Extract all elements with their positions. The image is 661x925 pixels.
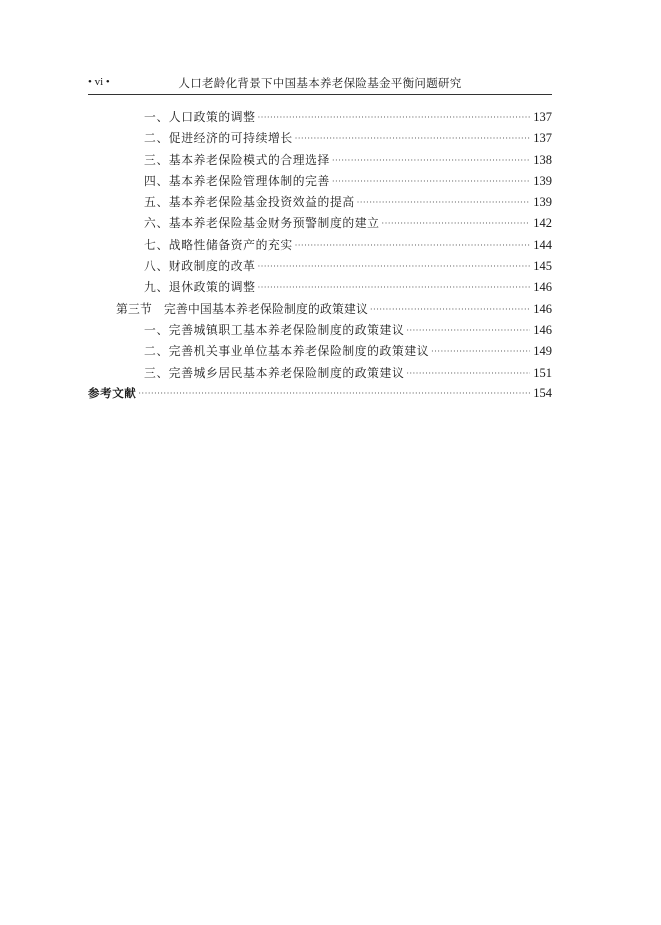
toc-entry-page: 151: [533, 365, 552, 380]
toc-entry-page: 139: [533, 195, 552, 210]
dot-leader: [295, 134, 530, 143]
dot-leader: [370, 305, 530, 314]
toc-entry-page: 144: [533, 237, 552, 252]
toc-entry-page: 145: [533, 259, 552, 274]
toc-entry[interactable]: [88, 172, 552, 193]
toc-entry[interactable]: [88, 321, 552, 342]
toc-entry[interactable]: [88, 257, 552, 278]
toc-entry[interactable]: [88, 151, 552, 172]
dot-leader: [332, 177, 530, 186]
dot-leader: [295, 241, 530, 250]
toc-entry-page: 138: [533, 152, 552, 167]
dot-leader: [382, 219, 530, 228]
toc-entry-label: 七、战略性储备资产的充实: [144, 237, 293, 252]
toc-entry-label: 九、退休政策的调整: [144, 280, 256, 295]
toc-entry-label: 八、财政制度的改革: [144, 259, 256, 274]
toc-entry-label: 一、人口政策的调整: [144, 110, 256, 124]
dot-leader: [258, 283, 530, 292]
toc-entry-label: 五、基本养老保险基金投资效益的提高: [144, 195, 355, 210]
toc-entry-label: 参考文献: [88, 385, 137, 400]
dot-leader: [406, 326, 530, 335]
toc-entry-label: 六、基本养老保险基金财务预警制度的建立: [144, 216, 380, 231]
toc-entry-page: 146: [533, 322, 552, 337]
toc-entry-page: 146: [533, 301, 552, 316]
toc-entry-page: 137: [533, 110, 552, 124]
running-title: 人口老龄化背景下中国基本养老保险基金平衡问题研究: [178, 76, 462, 90]
toc-references-entry[interactable]: [88, 385, 552, 406]
toc-entry[interactable]: [88, 342, 552, 363]
running-header: [88, 74, 552, 95]
toc-entry-page: 142: [533, 216, 552, 231]
dot-leader: [357, 198, 530, 207]
toc-entry-page: 139: [533, 173, 552, 188]
dot-leader: [258, 262, 530, 271]
dot-leader: [258, 113, 530, 122]
toc-entry-page: 154: [533, 385, 552, 400]
toc-entry[interactable]: [88, 108, 552, 129]
dot-leader: [138, 389, 530, 398]
toc-entry-label: 三、完善城乡居民基本养老保险制度的政策建议: [144, 365, 405, 380]
toc-entry-label: 四、基本养老保险管理体制的完善: [144, 173, 330, 188]
toc-entry-page: 146: [533, 280, 552, 295]
toc-entry-label: 一、完善城镇职工基本养老保险制度的政策建议: [144, 322, 405, 337]
toc-entry[interactable]: [88, 278, 552, 299]
dot-leader: [332, 156, 530, 165]
page-number-mark: • vi •: [88, 76, 110, 88]
toc-entry[interactable]: [88, 193, 552, 214]
table-of-contents: [88, 108, 552, 406]
dot-leader: [431, 347, 530, 356]
toc-entry[interactable]: [88, 129, 552, 150]
toc-entry[interactable]: [88, 214, 552, 235]
toc-entry-label: 三、基本养老保险模式的合理选择: [144, 152, 330, 167]
toc-entry[interactable]: [88, 364, 552, 385]
toc-entry[interactable]: [88, 236, 552, 257]
toc-entry-label: 二、促进经济的可持续增长: [144, 131, 293, 146]
dot-leader: [406, 369, 530, 378]
toc-entry-page: 149: [533, 344, 552, 359]
toc-entry-page: 137: [533, 131, 552, 146]
toc-entry-label: 二、完善机关事业单位基本养老保险制度的政策建议: [144, 344, 430, 359]
toc-section-entry[interactable]: [88, 300, 552, 321]
toc-entry-label: 第三节 完善中国基本养老保险制度的政策建议: [116, 301, 368, 316]
